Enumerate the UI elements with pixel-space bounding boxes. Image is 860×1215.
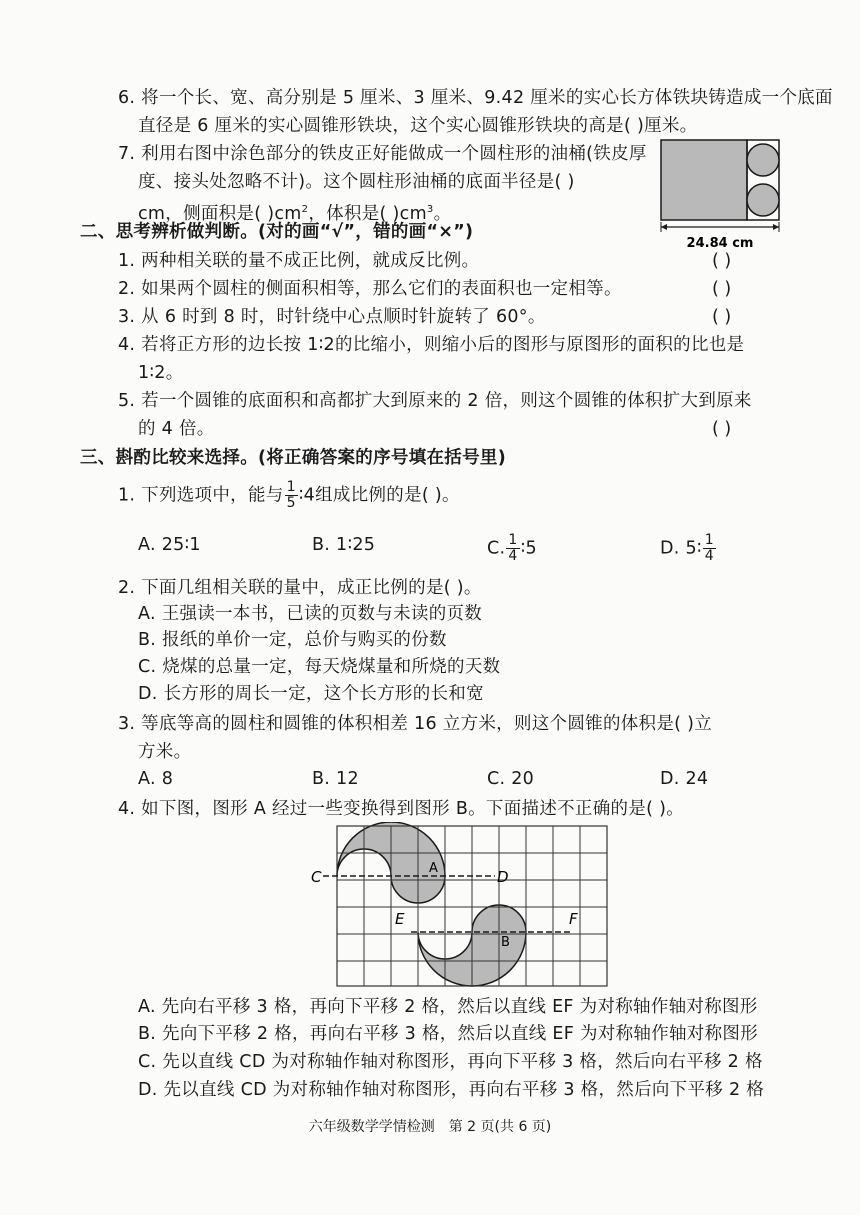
s3-q4-option-b[interactable]: B. 先向下平移 2 格，再向右平移 3 格，然后以直线 EF 为对称轴作轴对称图形 <box>138 1024 758 1044</box>
s3-q2-option-a[interactable]: A. 王强读一本书，已读的页数与未读的页数 <box>138 604 483 624</box>
s3-q3-option-d[interactable]: D. 24 <box>660 769 709 789</box>
label-d: D <box>497 868 509 886</box>
page-footer: 六年级数学学情检测 第 2 页(共 6 页) <box>308 1119 552 1135</box>
s2-item-4-cont: 1∶2。 <box>138 363 184 383</box>
s3-q3-line2: 方米。 <box>138 742 192 762</box>
s2-item-5-cont: 的 4 倍。 <box>138 419 215 439</box>
s2-item-2: 2. 如果两个圆柱的侧面积相等，那么它们的表面积也一定相等。 <box>118 279 622 299</box>
label-a: A <box>429 861 438 876</box>
s3-q1-stem: 1. 下列选项中，能与 $\frac{1}{5}$ ∶4组成比例的是( )。 <box>118 479 460 511</box>
shaded-rectangle <box>661 140 747 220</box>
s2-item-5: 5. 若一个圆锥的底面积和高都扩大到原来的 2 倍，则这个圆锥的体积扩大到原来 <box>118 391 752 411</box>
label-c: C <box>311 868 322 886</box>
section2-title: 二、思考辨析做判断。(对的画“√”，错的画“×”) <box>80 222 474 242</box>
s3-q4-option-c[interactable]: C. 先以直线 CD 为对称轴作轴对称图形，再向下平移 3 格，然后向右平移 2 格 <box>138 1052 763 1072</box>
s2-answer-3[interactable]: ( ) <box>712 307 732 327</box>
q7-line3: cm，侧面积是( )$cm^2$，体积是( )$cm^3$。 <box>138 203 452 224</box>
s3-q4-option-a[interactable]: A. 先向右平移 3 格，再向下平移 2 格，然后以直线 EF 为对称轴作轴对称图形 <box>138 997 758 1017</box>
s3-q2-option-b[interactable]: B. 报纸的单价一定，总价与购买的份数 <box>138 630 447 650</box>
q6-line2: 直径是 6 厘米的实心圆锥形铁块，这个实心圆锥形铁块的高是( )厘米。 <box>138 116 698 136</box>
s2-item-3: 3. 从 6 时到 8 时，时针绕中心点顺时针旋转了 60°。 <box>118 307 546 327</box>
s3-q2-option-c[interactable]: C. 烧煤的总量一定，每天烧煤量和所烧的天数 <box>138 657 501 677</box>
s2-answer-1[interactable]: ( ) <box>712 251 732 271</box>
label-f: F <box>569 910 578 928</box>
section3-title: 三、斟酌比较来选择。(将正确答案的序号填在括号里) <box>80 448 506 468</box>
s2-answer-2[interactable]: ( ) <box>712 279 732 299</box>
shaded-circle-bottom <box>747 184 779 216</box>
s3-q2-stem: 2. 下面几组相关联的量中，成正比例的是( )。 <box>118 578 482 598</box>
q7-line1: 7. 利用右图中涂色部分的铁皮正好能做成一个圆柱形的油桶(铁皮厚 <box>118 144 647 164</box>
label-e: E <box>395 910 405 928</box>
s2-answer-5[interactable]: ( ) <box>712 419 732 439</box>
q6-line1: 6. 将一个长、宽、高分别是 5 厘米、3 厘米、9.42 厘米的实心长方体铁块铸造成一个底面 <box>118 88 833 108</box>
s2-item-1: 1. 两种相关联的量不成正比例，就成反比例。 <box>118 251 480 271</box>
s3-q1-option-b[interactable]: B. 1∶25 <box>312 535 376 555</box>
sheet-metal-figure <box>655 135 785 255</box>
s3-q3-option-c[interactable]: C. 20 <box>487 769 535 789</box>
figure-width-label: 24.84 cm <box>686 236 754 251</box>
s3-q4-stem: 4. 如下图，图形 A 经过一些变换得到图形 B。下面描述不正确的是( )。 <box>118 799 685 819</box>
s3-q2-option-d[interactable]: D. 长方形的周长一定，这个长方形的长和宽 <box>138 684 484 704</box>
s3-q1-option-a[interactable]: A. 25∶1 <box>138 535 201 555</box>
s3-q4-option-d[interactable]: D. 先以直线 CD 为对称轴作轴对称图形，再向右平移 3 格，然后向下平移 2 格 <box>138 1080 765 1100</box>
s3-q1-option-c[interactable]: C. $\frac{1}{4}$ ∶5 <box>487 532 537 564</box>
q7-line2: 度、接头处忽略不计)。这个圆柱形油桶的底面半径是( ) <box>138 172 575 192</box>
s3-q1-option-d[interactable]: D. 5∶ $\frac{1}{4}$ <box>660 532 715 564</box>
shaded-circle-top <box>747 144 779 176</box>
s3-q3-line1: 3. 等底等高的圆柱和圆锥的体积相差 16 立方米，则这个圆锥的体积是( )立 <box>118 714 713 734</box>
transformation-grid-figure <box>305 822 615 990</box>
s3-q3-option-a[interactable]: A. 8 <box>138 769 174 789</box>
s3-q3-option-b[interactable]: B. 12 <box>312 769 359 789</box>
label-b: B <box>501 935 510 950</box>
s2-item-4: 4. 若将正方形的边长按 1∶2的比缩小，则缩小后的图形与原图形的面积的比也是 <box>118 335 745 355</box>
